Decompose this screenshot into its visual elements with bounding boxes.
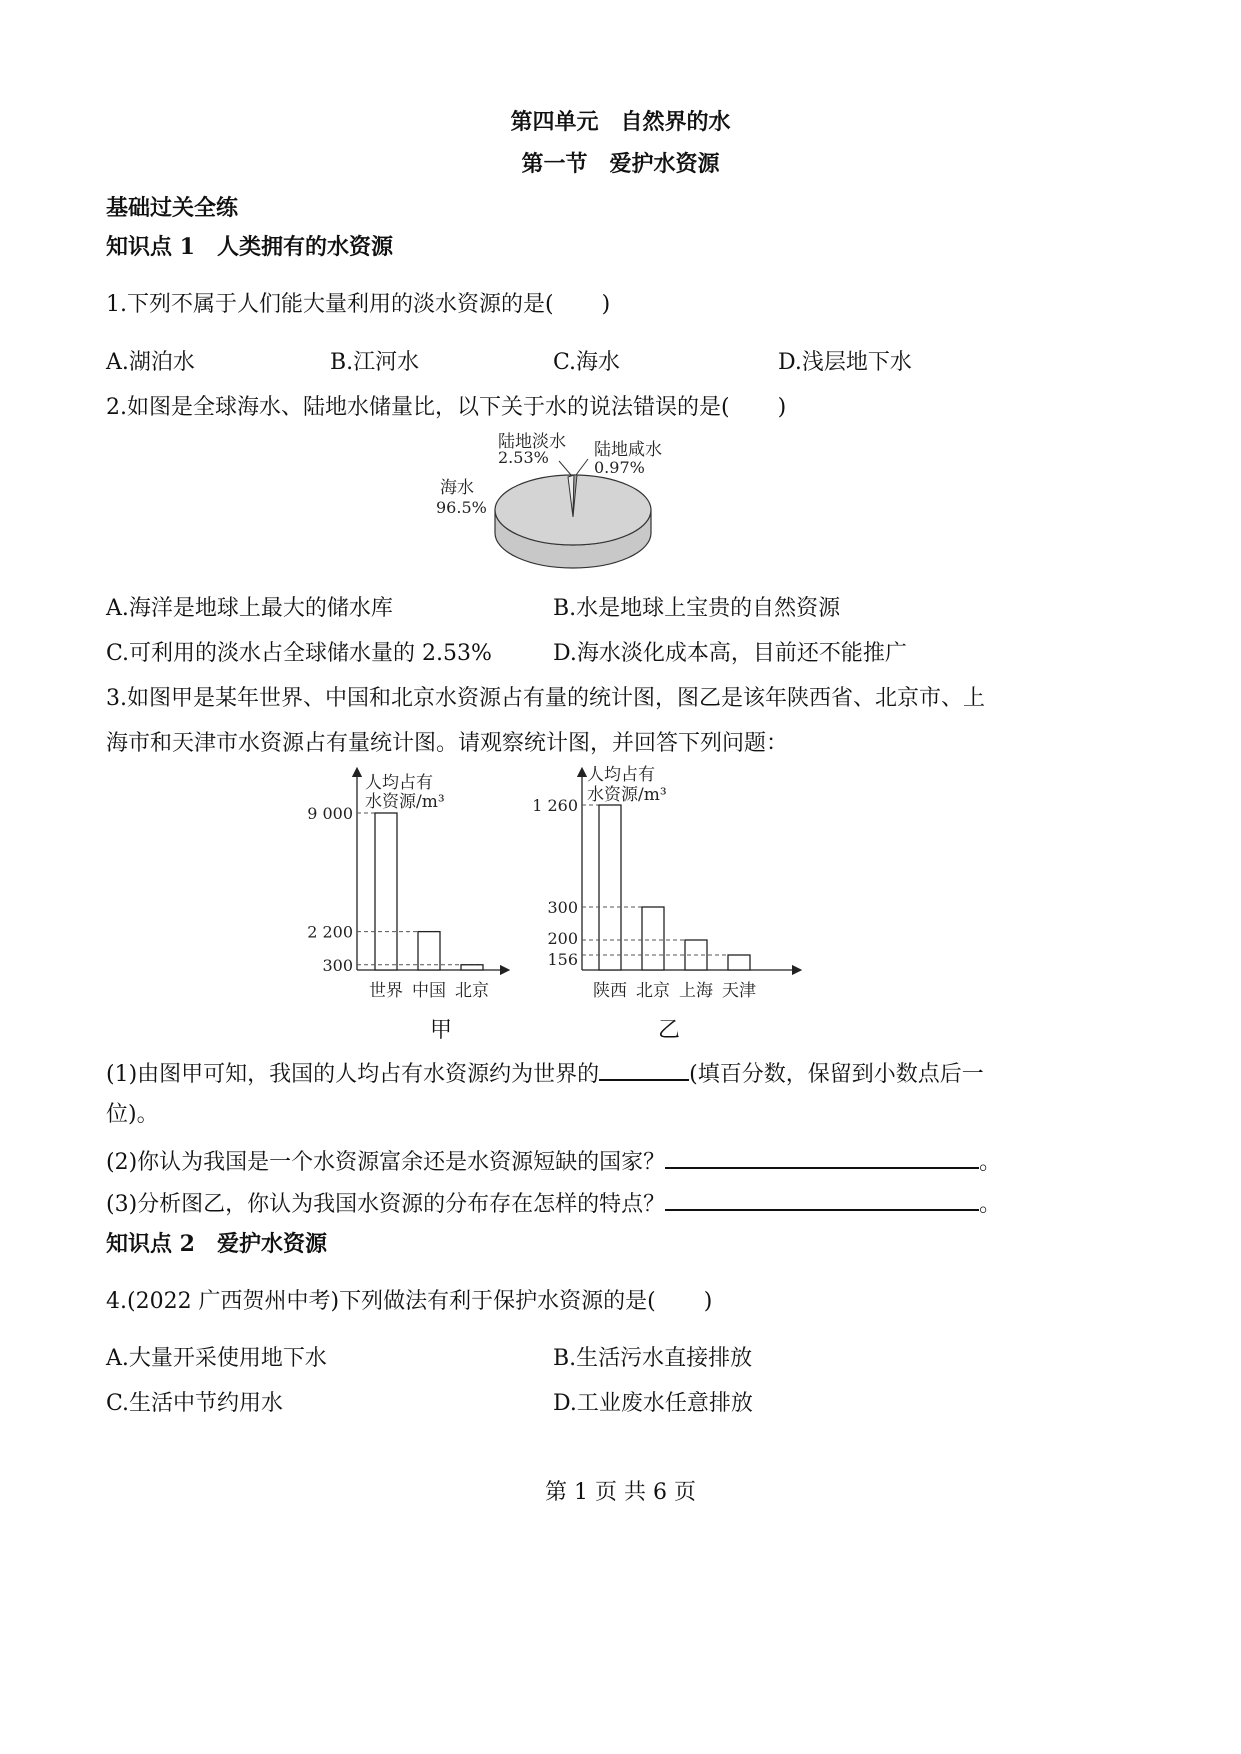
y-axis-label-line-1: 人均占有 — [587, 765, 655, 785]
bar-chart-jia — [300, 760, 510, 1000]
option-q2-d: D.海水淡化成本高，目前还不能推广 — [553, 641, 907, 666]
question-3-stem-line-1: 3.如图甲是某年世界、中国和北京水资源占有量的统计图，图乙是该年陕西省、北京市、上 — [106, 686, 985, 711]
section-title: 第一节 爱护水资源 — [521, 151, 720, 177]
label-fresh-water-pct: 2.53% — [498, 448, 549, 467]
y-tick-label: 1 260 — [532, 796, 578, 815]
answer-blank-1[interactable] — [599, 1057, 689, 1081]
sub-3-text: (3)分析图乙，你认为我国水资源的分布存在怎样的特点？ — [106, 1192, 666, 1217]
question-3-sub-1 — [106, 1057, 984, 1090]
question-1-stem — [106, 290, 610, 320]
bar — [642, 907, 664, 970]
knowledge-point-2: 知识点 2 爱护水资源 — [106, 1231, 327, 1257]
option-q1-c: C.海水 — [553, 350, 621, 375]
option-q2-b: B.水是地球上宝贵的自然资源 — [553, 596, 841, 621]
y-tick-label: 156 — [547, 950, 578, 969]
category-label: 北京 — [636, 981, 670, 1000]
label-fresh-water-name: 陆地淡水 — [498, 432, 566, 452]
question-4-stem — [106, 1287, 712, 1317]
category-label: 天津 — [722, 981, 756, 1000]
option-q4-c: C.生活中节约用水 — [106, 1391, 284, 1416]
sub-1-text-a: (1)由图甲可知，我国的人均占有水资源约为世界的 — [106, 1062, 600, 1087]
leader-line-salt — [576, 459, 588, 475]
label-sea-water-pct: 96.5% — [436, 498, 487, 517]
y-axis-label-line-1: 人均占有 — [365, 773, 433, 793]
question-2-stem — [106, 393, 786, 423]
bar — [599, 805, 621, 970]
sub-3-period: 。 — [979, 1192, 1002, 1217]
question-3-stem-line-2: 海市和天津市水资源占有量统计图。请观察统计图，并回答下列问题： — [106, 731, 789, 756]
option-q4-b: B.生活污水直接排放 — [553, 1346, 753, 1371]
category-label: 陕西 — [593, 981, 627, 1000]
y-axis-label-line-2: 水资源/m³ — [587, 785, 667, 805]
option-q1-b: B.江河水 — [330, 350, 420, 375]
question-3-sub-3 — [106, 1187, 1001, 1220]
bar-chart-yi — [525, 760, 805, 1000]
y-tick-label: 300 — [547, 898, 578, 917]
option-q1-a: A.湖泊水 — [106, 350, 195, 375]
bar — [418, 932, 440, 970]
sub-2-text: (2)你认为我国是一个水资源富余还是水资源短缺的国家？ — [106, 1150, 666, 1175]
option-q2-a: A.海洋是地球上最大的储水库 — [106, 596, 393, 621]
knowledge-point-1: 知识点 1 人类拥有的水资源 — [106, 234, 393, 260]
question-4-close: ) — [703, 1289, 713, 1314]
label-salt-water-name: 陆地咸水 — [594, 440, 662, 460]
question-2-close: ) — [777, 395, 787, 420]
question-1-text: 1.下列不属于人们能大量利用的淡水资源的是( — [106, 292, 554, 317]
label-salt-water-pct: 0.97% — [594, 458, 645, 477]
category-label: 世界 — [369, 981, 403, 1000]
question-3-sub-2 — [106, 1145, 1001, 1178]
answer-blank-2[interactable] — [665, 1145, 979, 1169]
question-1-close: ) — [601, 292, 611, 317]
category-label: 上海 — [679, 981, 713, 1000]
y-tick-label: 9 000 — [307, 804, 353, 823]
answer-blank-3[interactable] — [665, 1187, 979, 1211]
leader-line-fresh — [559, 461, 571, 475]
bar — [461, 965, 483, 970]
page-footer: 第 1 页 共 6 页 — [545, 1480, 696, 1505]
y-tick-label: 200 — [547, 929, 578, 948]
option-q4-a: A.大量开采使用地下水 — [106, 1346, 327, 1371]
sub-2-period: 。 — [979, 1150, 1002, 1175]
sub-1-text-b: (填百分数，保留到小数点后一 — [689, 1062, 984, 1087]
y-tick-label: 300 — [322, 955, 353, 975]
option-q1-d: D.浅层地下水 — [778, 350, 912, 375]
label-sea-water-name: 海水 — [440, 478, 474, 498]
option-q2-c: C.可利用的淡水占全球储水量的 2.53% — [106, 641, 492, 666]
bar — [375, 813, 397, 970]
category-label: 中国 — [412, 981, 446, 1000]
option-q4-d: D.工业废水任意排放 — [553, 1391, 753, 1416]
question-2-text: 2.如图是全球海水、陆地水储量比，以下关于水的说法错误的是( — [106, 395, 730, 420]
y-tick-label: 2 200 — [307, 922, 353, 942]
question-3-sub-1-cont: 位)。 — [106, 1102, 159, 1127]
bar — [728, 955, 750, 970]
practice-heading: 基础过关全练 — [106, 195, 239, 221]
y-axis-label-line-2: 水资源/m³ — [365, 792, 445, 812]
unit-title: 第四单元 自然界的水 — [510, 109, 731, 135]
chart-caption-jia: 甲 — [430, 1018, 453, 1043]
chart-caption-yi: 乙 — [658, 1018, 681, 1043]
water-distribution-pie-chart — [430, 425, 670, 585]
question-4-text: 4.(2022 广西贺州中考)下列做法有利于保护水资源的是( — [106, 1289, 656, 1314]
category-label: 北京 — [455, 981, 489, 1000]
